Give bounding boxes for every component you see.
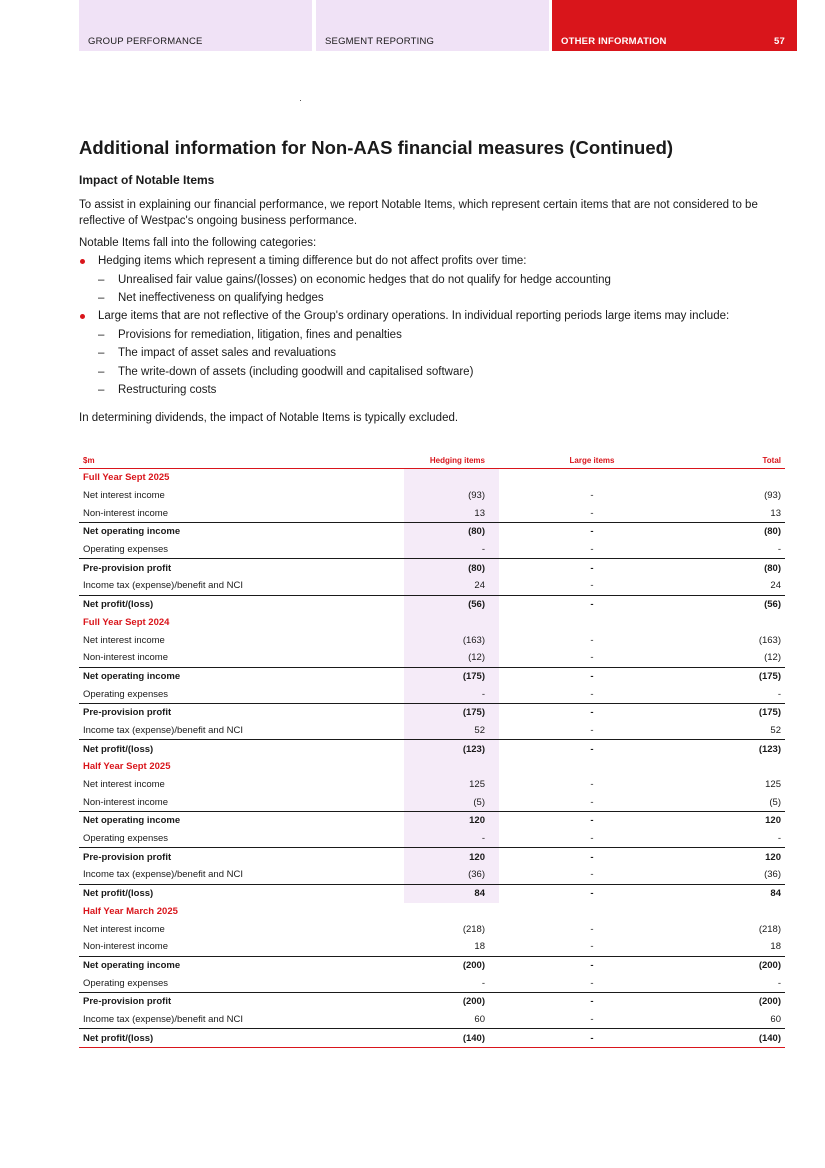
nav-tab-group-performance[interactable]: [79, 0, 312, 51]
row-label: Operating expenses: [83, 977, 169, 989]
empty-cell: [404, 614, 499, 632]
row-label: Net profit/(loss): [79, 884, 404, 902]
hedging-value: (200): [404, 956, 499, 974]
table-row: [79, 938, 785, 956]
hedging-value: (56): [404, 595, 499, 613]
nav-tab-label: SEGMENT REPORTING: [325, 36, 435, 47]
hedging-value: 125: [404, 776, 499, 794]
large-value: -: [590, 977, 594, 989]
header-hedging-items: Hedging items: [404, 452, 499, 469]
sub-item: – Net ineffectiveness on qualifying hedges: [98, 290, 785, 306]
large-value: -: [499, 848, 685, 866]
large-value: -: [590, 507, 594, 519]
sub-list: [98, 327, 785, 399]
table-row: [79, 848, 785, 866]
header-units: $m: [79, 452, 404, 469]
table-row: [79, 866, 785, 884]
bullet-text: Hedging items which represent a timing difference but do not affect profits over time:: [98, 255, 527, 267]
hedging-value: (200): [404, 992, 499, 1010]
row-label: Non-interest income: [83, 507, 169, 519]
header-large-items: Large items: [499, 452, 685, 469]
sub-item: – Unrealised fair value gains/(losses) on economic hedges that do not qualify for hedge accounting: [98, 272, 785, 288]
empty-cell: [499, 758, 685, 776]
bullet-text: Large items that are not reflective of the Group's ordinary operations. In individual reporting periods large items may include:: [98, 310, 730, 322]
hedging-value: (175): [404, 703, 499, 721]
empty-cell: [404, 469, 499, 487]
sub-list: [98, 272, 785, 307]
large-value: -: [499, 740, 685, 758]
table-row: [79, 685, 785, 703]
large-value: -: [590, 941, 594, 953]
empty-cell: [404, 758, 499, 776]
large-value: -: [590, 688, 594, 700]
row-label: Net interest income: [83, 779, 165, 791]
hedging-value: (218): [462, 923, 485, 935]
table-row: [79, 541, 785, 559]
total-value: 84: [685, 884, 785, 902]
large-value: -: [590, 652, 594, 664]
table-row: [79, 595, 785, 613]
large-value: -: [499, 667, 685, 685]
table-row: [79, 793, 785, 811]
row-label: Pre-provision profit: [79, 559, 404, 577]
table-row: [79, 740, 785, 758]
table-row: [79, 1011, 785, 1029]
empty-cell: [499, 614, 685, 632]
large-value: -: [590, 634, 594, 646]
total-value: (93): [764, 490, 781, 502]
section-header-row: [79, 903, 785, 921]
nav-tab-label: GROUP PERFORMANCE: [88, 36, 203, 47]
hedging-value: -: [481, 977, 485, 989]
table-row: [79, 920, 785, 938]
table-row: [79, 559, 785, 577]
hedging-value: (80): [404, 523, 499, 541]
table-row: [79, 523, 785, 541]
bullet-large-items: [79, 308, 785, 398]
row-label: Net interest income: [83, 634, 165, 646]
intro-paragraph: To assist in explaining our financial performance, we report Notable Items, which represent certain items that are not considered to be reflective of Westpac's ongoing business performance.: [79, 199, 758, 227]
total-value: 18: [770, 941, 781, 953]
total-value: -: [777, 688, 781, 700]
empty-cell: [404, 903, 499, 921]
hedging-value: 18: [474, 941, 485, 953]
table-row: [79, 649, 785, 667]
nav-tab-other-information[interactable]: [552, 0, 797, 51]
row-label: Pre-provision profit: [79, 848, 404, 866]
hedging-value: (5): [404, 793, 499, 811]
row-label: Income tax (expense)/benefit and NCI: [83, 869, 244, 881]
section-subtitle: Impact of Notable Items: [79, 173, 215, 187]
hedging-value: (163): [404, 631, 499, 649]
row-label: Income tax (expense)/benefit and NCI: [83, 1013, 244, 1025]
row-label: Net interest income: [83, 490, 165, 502]
hedging-value: 120: [404, 812, 499, 830]
table-row: [79, 812, 785, 830]
total-value: 13: [770, 507, 781, 519]
table-row: [79, 884, 785, 902]
row-label: Pre-provision profit: [79, 703, 404, 721]
total-value: (218): [758, 923, 781, 935]
hedging-value: (12): [404, 649, 499, 667]
row-label: Pre-provision profit: [79, 992, 404, 1010]
table-row: [79, 992, 785, 1010]
total-value: (56): [685, 595, 785, 613]
large-value: -: [499, 1029, 685, 1048]
hedging-value: -: [404, 830, 499, 848]
nav-tab-label: OTHER INFORMATION: [561, 36, 667, 47]
hedging-value: 60: [474, 1013, 485, 1025]
total-value: (80): [685, 559, 785, 577]
empty-cell: [685, 469, 785, 487]
table-row: [79, 974, 785, 992]
table-row: [79, 956, 785, 974]
page-title: Additional information for Non-AAS financial measures (Continued): [79, 137, 674, 158]
row-label: Net profit/(loss): [79, 1029, 404, 1048]
total-value: (200): [685, 992, 785, 1010]
row-label: Net profit/(loss): [79, 740, 404, 758]
sub-item: – The write-down of assets (including goodwill and capitalised software): [98, 364, 785, 380]
large-value: -: [590, 724, 594, 736]
section-title: Full Year Sept 2025: [83, 472, 170, 484]
total-value: (80): [685, 523, 785, 541]
large-value: -: [499, 559, 685, 577]
large-value: -: [590, 779, 594, 791]
large-value: -: [499, 812, 685, 830]
large-value: -: [499, 884, 685, 902]
row-label: Operating expenses: [83, 544, 169, 556]
stray-dot: [300, 100, 301, 101]
page-number: 57: [774, 36, 785, 47]
row-label: Net operating income: [79, 523, 404, 541]
large-value: -: [590, 833, 594, 845]
total-value: (175): [685, 667, 785, 685]
total-value: -: [777, 833, 781, 845]
hedging-value: (140): [404, 1029, 499, 1048]
sub-item: – Restructuring costs: [98, 382, 785, 398]
header-total: Total: [685, 452, 785, 469]
table-row: [79, 722, 785, 740]
table-row: [79, 631, 785, 649]
total-value: 120: [685, 812, 785, 830]
row-label: Net profit/(loss): [79, 595, 404, 613]
row-label: Non-interest income: [83, 652, 169, 664]
row-label: Non-interest income: [83, 941, 169, 953]
large-value: -: [499, 956, 685, 974]
large-value: -: [590, 923, 594, 935]
large-value: -: [590, 796, 594, 808]
hedging-value: 52: [404, 722, 499, 740]
table-row: [79, 776, 785, 794]
notable-items-table: [79, 452, 785, 1048]
hedging-value: 24: [404, 577, 499, 595]
hedging-value: -: [404, 541, 499, 559]
hedging-value: 84: [404, 884, 499, 902]
empty-cell: [685, 614, 785, 632]
large-value: -: [590, 869, 594, 881]
bullet-hedging-items: [79, 253, 785, 306]
large-value: -: [499, 992, 685, 1010]
table-row: [79, 577, 785, 595]
large-value: -: [499, 595, 685, 613]
table-header-row: [79, 452, 785, 469]
large-value: -: [590, 490, 594, 502]
total-value: (200): [685, 956, 785, 974]
table-row: [79, 1029, 785, 1048]
total-value: -: [777, 977, 781, 989]
large-value: -: [590, 1013, 594, 1025]
hedging-value: (93): [404, 487, 499, 505]
large-value: -: [590, 580, 594, 592]
section-title: Full Year Sept 2024: [83, 616, 170, 628]
empty-cell: [685, 903, 785, 921]
total-value: (5): [769, 796, 781, 808]
row-label: Net operating income: [79, 812, 404, 830]
row-label: Income tax (expense)/benefit and NCI: [83, 724, 244, 736]
total-value: 24: [770, 580, 781, 592]
row-label: Net operating income: [79, 956, 404, 974]
row-label: Non-interest income: [83, 796, 169, 808]
hedging-value: (175): [404, 667, 499, 685]
table-row: [79, 667, 785, 685]
empty-cell: [685, 758, 785, 776]
large-value: -: [499, 703, 685, 721]
nav-tab-segment-reporting[interactable]: [316, 0, 549, 51]
total-value: (36): [764, 869, 781, 881]
empty-cell: [499, 903, 685, 921]
hedging-value: -: [404, 685, 499, 703]
total-value: 52: [770, 724, 781, 736]
row-label: Operating expenses: [83, 688, 169, 700]
total-value: (12): [764, 652, 781, 664]
total-value: (175): [685, 703, 785, 721]
total-value: 120: [685, 848, 785, 866]
section-header-row: [79, 614, 785, 632]
table-row: [79, 830, 785, 848]
section-title: Half Year Sept 2025: [83, 761, 171, 773]
table-row: [79, 703, 785, 721]
section-title: Half Year March 2025: [83, 905, 178, 917]
total-value: -: [777, 544, 781, 556]
total-value: 60: [770, 1013, 781, 1025]
large-value: -: [590, 544, 594, 556]
empty-cell: [499, 469, 685, 487]
hedging-value: (80): [404, 559, 499, 577]
row-label: Operating expenses: [83, 833, 169, 845]
section-header-row: [79, 758, 785, 776]
large-value: -: [499, 523, 685, 541]
table-row: [79, 504, 785, 522]
hedging-value: (123): [404, 740, 499, 758]
row-label: Net interest income: [83, 923, 165, 935]
dividends-note: In determining dividends, the impact of Notable Items is typically excluded.: [79, 412, 459, 424]
total-value: (123): [685, 740, 785, 758]
section-header-row: [79, 469, 785, 487]
table-row: [79, 487, 785, 505]
top-navigation: [79, 0, 797, 51]
sub-item: – The impact of asset sales and revaluations: [98, 345, 785, 361]
main-content: [79, 137, 785, 426]
total-value: 125: [765, 779, 781, 791]
total-value: (163): [758, 634, 781, 646]
total-value: (140): [685, 1029, 785, 1048]
category-list: [79, 253, 785, 398]
row-label: Income tax (expense)/benefit and NCI: [83, 580, 244, 592]
categories-intro: Notable Items fall into the following categories:: [79, 237, 317, 249]
hedging-value: 13: [404, 504, 499, 522]
hedging-value: 120: [404, 848, 499, 866]
row-label: Net operating income: [79, 667, 404, 685]
sub-item: – Provisions for remediation, litigation, fines and penalties: [98, 327, 785, 343]
hedging-value: (36): [404, 866, 499, 884]
